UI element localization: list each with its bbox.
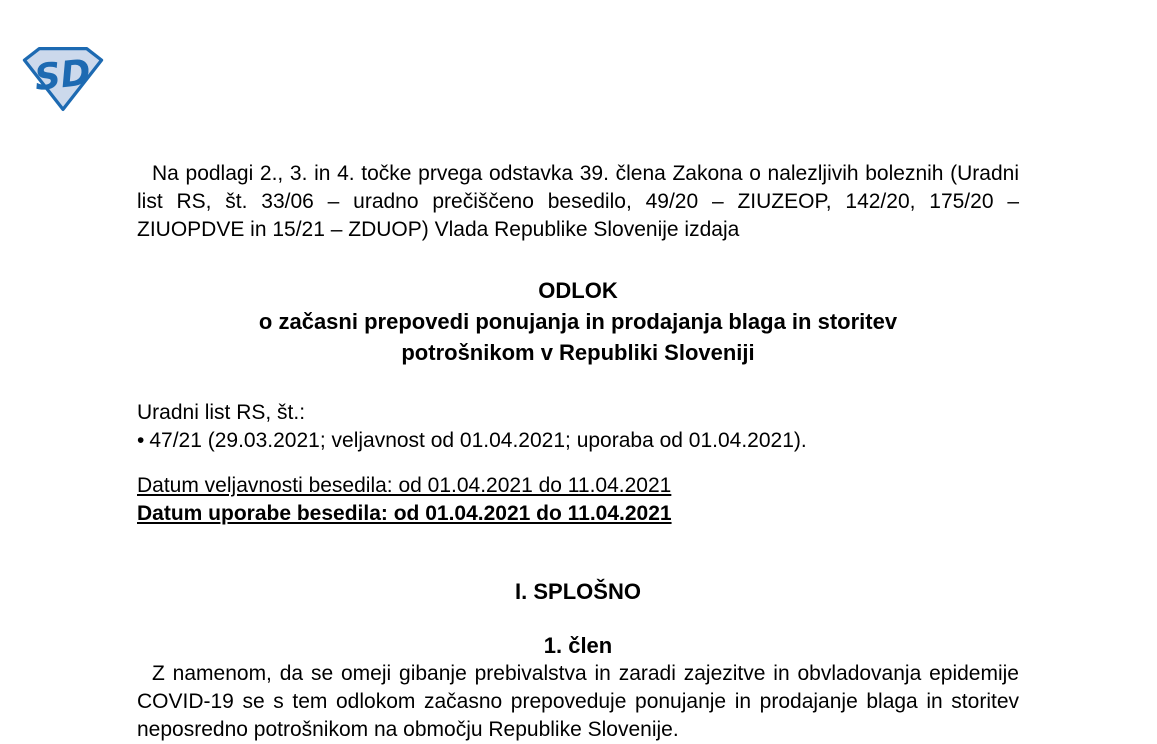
validity-date-line: Datum veljavnosti besedila: od 01.04.2021 do 11.04.2021	[137, 474, 672, 497]
gazette-list-item	[137, 427, 1019, 455]
logo-letters: SD	[32, 51, 93, 100]
intro-paragraph: Na podlagi 2., 3. in 4. točke prvega odstavka 39. člena Zakona o nalezljivih boleznih (Uradni list RS, št. 33/06 – uradno prečiščeno besedilo, 49/20 – ZIUZEOP, 142/20, 175/20 – ZIUOPDVE in 15/21 – ZDUOP) Vlada Republike Slovenije izdaja	[137, 162, 1019, 241]
article-paragraph: Z namenom, da se omeji gibanje prebivalstva in zaradi zajezitve in obvladovanja epidemije COVID-19 se s tem odlokom začasno prepoveduje ponujanje in prodajanje blaga in storitev neposredno potrošnikom na območju Republike Slovenije.	[137, 662, 1019, 741]
gazette-item-text: 47/21 (29.03.2021; veljavnost od 01.04.2021; uporaba od 01.04.2021).	[149, 429, 807, 452]
sd-shield-logo	[22, 46, 104, 112]
article-heading: 1. člen	[543, 633, 613, 658]
bullet-icon: •	[137, 429, 145, 452]
usage-date-line: Datum uporabe besedila: od 01.04.2021 do 11.04.2021	[137, 502, 672, 525]
validity-block	[137, 472, 1019, 528]
gazette-label: Uradni list RS, št.:	[137, 401, 306, 424]
sd-shield-logo-icon	[22, 46, 104, 112]
document-title	[137, 275, 1019, 368]
section-heading: I. SPLOŠNO	[515, 579, 641, 604]
title-kind: ODLOK	[538, 278, 618, 303]
document-content	[137, 160, 1019, 744]
title-subject-line2: potrošnikom v Republiki Sloveniji	[401, 340, 755, 365]
title-subject-line1: o začasni prepovedi ponujanja in prodajanja blaga in storitev	[258, 309, 898, 334]
